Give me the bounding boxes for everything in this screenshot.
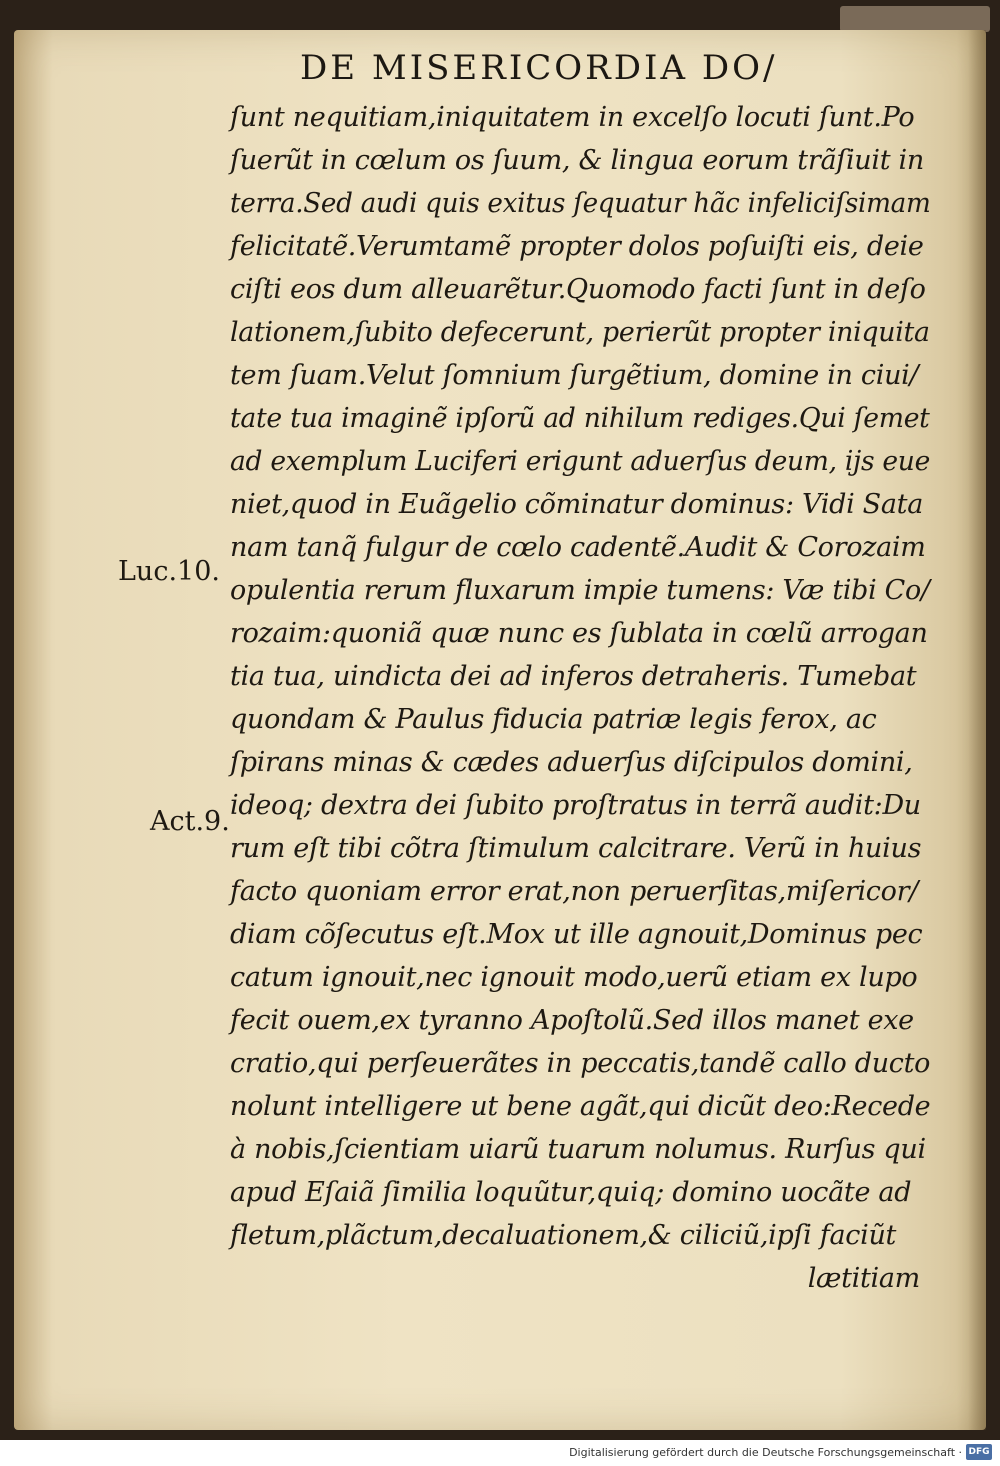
text-line: ideoq; dextra dei ſubito proſtratus in terrã audit:Du — [230, 790, 921, 821]
text-line: diam cõſecutus eſt.Mox ut ille agnouit,Dominus pec — [230, 919, 923, 950]
text-line: rum eſt tibi cõtra ſtimulum calcitrare. Verũ in huius — [230, 833, 922, 864]
text-line: catum ignouit,nec ignouit modo,uerũ etiam ex lupo — [230, 962, 918, 993]
text-line: cratio,qui perſeuerãtes in peccatis,tandẽ callo ducto — [230, 1048, 931, 1079]
text-line: terra.Sed audi quis exitus ſequatur hãc infeliciſsimam — [230, 188, 931, 219]
text-line: tem ſuam.Velut ſomnium ſurgẽtium, domine in ciui/ — [230, 360, 919, 391]
text-line: ad exemplum Luciferi erigunt aduerſus deum, ijs eue — [230, 446, 930, 477]
marginal-note-act: Act.9. — [150, 806, 230, 837]
binding-strip — [840, 6, 990, 32]
text-line: fecit ouem,ex tyranno Apoſtolũ.Sed illos manet exe — [230, 1005, 914, 1036]
text-line: nolunt intelligere ut bene agãt,qui dicũt deo:Recede — [230, 1091, 931, 1122]
text-line: felicitatẽ.Verumtamẽ propter dolos poſuiſti eis, deie — [230, 231, 924, 262]
running-head: DE MISERICORDIA DO/ — [300, 48, 778, 88]
footer-bar — [0, 1440, 1000, 1466]
text-line: tia tua, uindicta dei ad inferos detraheris. Tumebat — [230, 661, 917, 692]
text-line: apud Eſaiã ſimilia loquũtur,quiq; domino uocãte ad — [230, 1177, 912, 1208]
text-line: lationem,ſubito defecerunt, perierũt propter iniquita — [230, 317, 930, 348]
dfg-logo: DFG — [966, 1444, 992, 1460]
text-block — [230, 96, 930, 1300]
text-line: niet,quod in Euãgelio cõminatur dominus: Vidi Sata — [230, 489, 924, 520]
marginal-note-luc: Luc.10. — [118, 556, 220, 587]
text-line: nam tanq̃ fulgur de cœlo cadentẽ.Audit & Corozaim — [230, 532, 926, 563]
text-line: ſpirans minas & cædes aduerſus diſcipulos domini, — [230, 747, 913, 778]
text-line: ſuerũt in cœlum os ſuum, & lingua eorum trãſiuit in — [230, 145, 924, 176]
text-line: facto quoniam error erat,non peruerſitas,miſericor/ — [230, 876, 918, 907]
text-line: rozaim:quoniã quæ nunc es ſublata in cœlũ arrogan — [230, 618, 928, 649]
footer-credit: Digitalisierung gefördert durch die Deutsche Forschungsgemeinschaft · — [569, 1446, 962, 1459]
text-line: ſunt nequitiam,iniquitatem in excelſo locuti ſunt.Po — [230, 102, 915, 133]
text-line: quondam & Paulus fiducia patriæ legis ferox, ac — [230, 704, 877, 735]
text-line: opulentia rerum fluxarum impie tumens: Væ tibi Co/ — [230, 575, 930, 606]
text-line: à nobis,ſcientiam uiarũ tuarum nolumus. Rurſus qui — [230, 1134, 926, 1165]
text-line: fletum,plãctum,decaluationem,& ciliciũ,ipſi faciũt — [230, 1220, 897, 1251]
catchword: lætitiam — [807, 1263, 920, 1294]
page-edge-shadow — [968, 30, 986, 1430]
text-line: tate tua imaginẽ ipſorũ ad nihilum rediges.Qui ſemet — [230, 403, 930, 434]
text-line: ciſti eos dum alleuarẽtur.Quomodo facti ſunt in deſo — [230, 274, 926, 305]
